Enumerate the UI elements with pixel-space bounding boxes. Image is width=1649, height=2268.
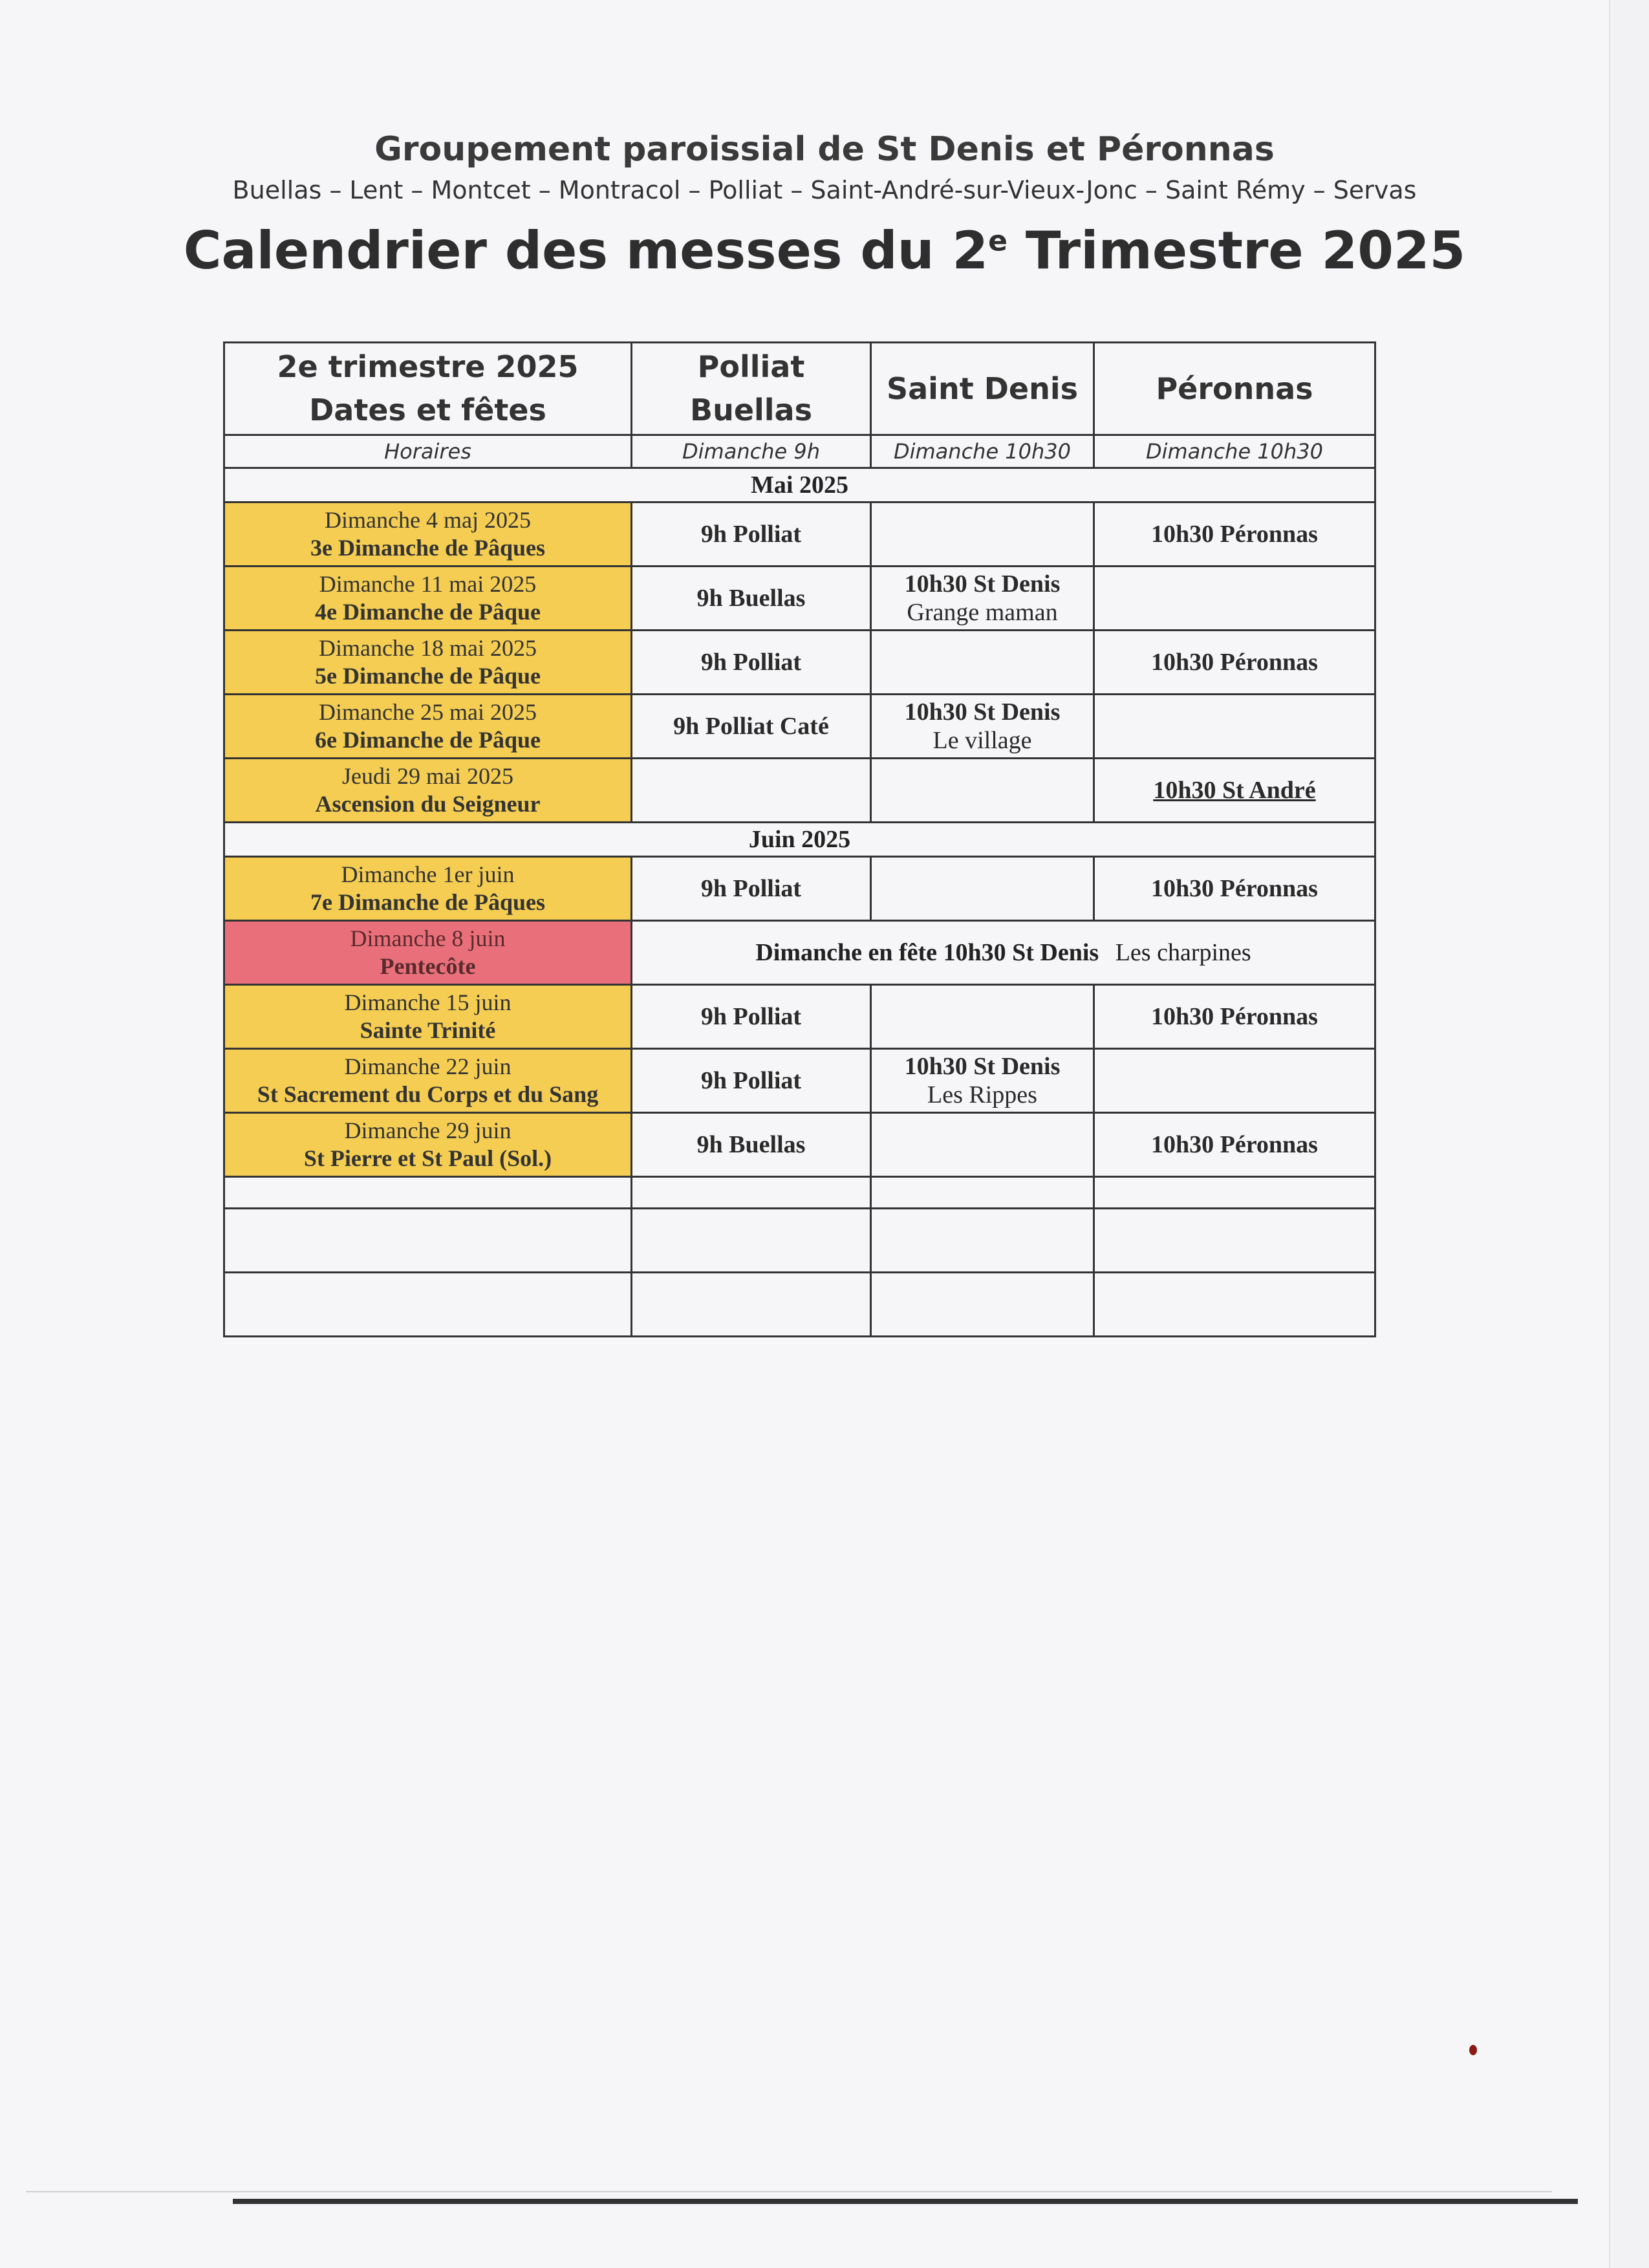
saint-denis-place: Le village bbox=[932, 727, 1032, 754]
saint-denis-time: 10h30 St Denis bbox=[904, 570, 1061, 598]
main-title-pre: Calendrier des messes du 2 bbox=[183, 220, 989, 281]
header-dates-line2: Dates et fêtes bbox=[309, 393, 546, 427]
empty-cell bbox=[871, 1209, 1094, 1273]
hours-peronnas: Dimanche 10h30 bbox=[1094, 435, 1375, 468]
empty-row bbox=[224, 1209, 1375, 1273]
table-row bbox=[224, 921, 1375, 985]
table-row bbox=[224, 631, 1375, 695]
scan-edge-line bbox=[26, 2191, 1552, 2192]
header-polliat-line2: Buellas bbox=[690, 393, 812, 427]
peronnas-cell: 10h30 Péronnas bbox=[1094, 857, 1375, 921]
hours-label: Horaires bbox=[224, 435, 632, 468]
date-cell bbox=[224, 502, 632, 567]
main-title bbox=[0, 220, 1649, 282]
date-cell bbox=[224, 695, 632, 759]
peronnas-cell: 10h30 Péronnas bbox=[1094, 1113, 1375, 1177]
date-cell bbox=[224, 1049, 632, 1113]
date-text: Dimanche 22 juin bbox=[344, 1053, 512, 1079]
empty-row bbox=[224, 1273, 1375, 1337]
merged-celebration-cell bbox=[632, 921, 1375, 985]
date-text: Dimanche 1er juin bbox=[341, 861, 515, 887]
saint-denis-cell bbox=[871, 1049, 1094, 1113]
hours-saint-denis: Dimanche 10h30 bbox=[871, 435, 1094, 468]
date-text: Jeudi 29 mai 2025 bbox=[342, 762, 513, 789]
table-row bbox=[224, 567, 1375, 631]
table-row bbox=[224, 1113, 1375, 1177]
feast-text: 7e Dimanche de Pâques bbox=[310, 889, 545, 915]
header-polliat-line1: Polliat bbox=[697, 349, 805, 385]
peronnas-cell: 10h30 St André bbox=[1094, 759, 1375, 823]
date-text: Dimanche 11 mai 2025 bbox=[319, 570, 537, 597]
month-label-mai: Mai 2025 bbox=[224, 468, 1375, 502]
feast-text: 3e Dimanche de Pâques bbox=[310, 535, 545, 561]
date-cell bbox=[224, 567, 632, 631]
empty-cell bbox=[632, 1177, 871, 1209]
header-polliat bbox=[632, 343, 871, 435]
date-cell bbox=[224, 857, 632, 921]
table-row bbox=[224, 695, 1375, 759]
date-cell bbox=[224, 985, 632, 1049]
empty-cell bbox=[632, 1209, 871, 1273]
date-text: Dimanche 29 juin bbox=[344, 1117, 512, 1143]
date-cell-pentecost bbox=[224, 921, 632, 985]
date-cell bbox=[224, 1113, 632, 1177]
month-label-juin: Juin 2025 bbox=[224, 823, 1375, 857]
saint-denis-cell bbox=[871, 502, 1094, 567]
empty-cell bbox=[1094, 1177, 1375, 1209]
paper-edge bbox=[1609, 0, 1649, 2268]
header-dates bbox=[224, 343, 632, 435]
scan-bottom-rule bbox=[233, 2199, 1578, 2204]
table-row bbox=[224, 985, 1375, 1049]
polliat-cell: 9h Polliat bbox=[632, 631, 871, 695]
polliat-cell: 9h Polliat bbox=[632, 985, 871, 1049]
feast-text: St Pierre et St Paul (Sol.) bbox=[303, 1145, 552, 1171]
polliat-cell: 9h Buellas bbox=[632, 1113, 871, 1177]
saint-denis-time: 10h30 St Denis bbox=[904, 1053, 1061, 1080]
main-title-sup: e bbox=[988, 224, 1008, 258]
month-row-mai bbox=[224, 468, 1375, 502]
polliat-cell: 9h Polliat bbox=[632, 857, 871, 921]
merged-celebration-text: Dimanche en fête 10h30 St Denis bbox=[755, 939, 1099, 966]
saint-denis-cell bbox=[871, 985, 1094, 1049]
hours-polliat: Dimanche 9h bbox=[632, 435, 871, 468]
date-text: Dimanche 25 mai 2025 bbox=[319, 698, 537, 725]
empty-cell bbox=[224, 1177, 632, 1209]
polliat-cell: 9h Buellas bbox=[632, 567, 871, 631]
feast-text: St Sacrement du Corps et du Sang bbox=[257, 1081, 599, 1107]
saint-denis-cell bbox=[871, 631, 1094, 695]
peronnas-cell: 10h30 Péronnas bbox=[1094, 631, 1375, 695]
main-title-post: Trimestre 2025 bbox=[1007, 220, 1466, 281]
table-row bbox=[224, 502, 1375, 567]
peronnas-cell: 10h30 Péronnas bbox=[1094, 502, 1375, 567]
mass-calendar-table bbox=[223, 341, 1376, 1337]
peronnas-cell: 10h30 Péronnas bbox=[1094, 985, 1375, 1049]
merged-celebration-place: Les charpines bbox=[1115, 939, 1251, 966]
scan-speck bbox=[1469, 2045, 1477, 2055]
polliat-cell: 9h Polliat bbox=[632, 502, 871, 567]
saint-denis-cell bbox=[871, 695, 1094, 759]
saint-denis-cell bbox=[871, 567, 1094, 631]
group-title: Groupement paroissial de St Denis et Péronnas bbox=[374, 130, 1275, 169]
peronnas-cell bbox=[1094, 1049, 1375, 1113]
date-cell bbox=[224, 759, 632, 823]
empty-cell bbox=[871, 1273, 1094, 1337]
feast-text: Sainte Trinité bbox=[360, 1017, 496, 1043]
hours-row bbox=[224, 435, 1375, 468]
empty-row bbox=[224, 1177, 1375, 1209]
table-row bbox=[224, 759, 1375, 823]
table-row bbox=[224, 1049, 1375, 1113]
empty-cell bbox=[224, 1273, 632, 1337]
header-saint-denis: Saint Denis bbox=[871, 343, 1094, 435]
polliat-cell: 9h Polliat Caté bbox=[632, 695, 871, 759]
polliat-cell bbox=[632, 759, 871, 823]
peronnas-cell bbox=[1094, 567, 1375, 631]
feast-text: Ascension du Seigneur bbox=[315, 791, 541, 817]
feast-text: Pentecôte bbox=[380, 953, 476, 979]
date-cell bbox=[224, 631, 632, 695]
peronnas-cell bbox=[1094, 695, 1375, 759]
saint-denis-time: 10h30 St Denis bbox=[904, 698, 1061, 726]
month-row-juin bbox=[224, 823, 1375, 857]
saint-denis-place: Grange maman bbox=[907, 599, 1058, 626]
date-text: Dimanche 15 juin bbox=[344, 989, 512, 1015]
feast-text: 4e Dimanche de Pâque bbox=[315, 599, 541, 625]
empty-cell bbox=[632, 1273, 871, 1337]
empty-cell bbox=[224, 1209, 632, 1273]
date-text: Dimanche 18 mai 2025 bbox=[319, 634, 537, 661]
table-header-row bbox=[224, 343, 1375, 435]
empty-cell bbox=[1094, 1209, 1375, 1273]
header-peronnas: Péronnas bbox=[1094, 343, 1375, 435]
saint-denis-cell bbox=[871, 759, 1094, 823]
feast-text: 5e Dimanche de Pâque bbox=[315, 663, 541, 689]
polliat-cell: 9h Polliat bbox=[632, 1049, 871, 1113]
empty-cell bbox=[1094, 1273, 1375, 1337]
date-text: Dimanche 4 maj 2025 bbox=[325, 506, 531, 533]
saint-denis-cell bbox=[871, 857, 1094, 921]
table-row bbox=[224, 857, 1375, 921]
feast-text: 6e Dimanche de Pâque bbox=[315, 727, 541, 753]
parish-list: Buellas – Lent – Montcet – Montracol – Polliat – Saint-André-sur-Vieux-Jonc – Saint Rémy – Servas bbox=[232, 176, 1417, 205]
saint-denis-cell bbox=[871, 1113, 1094, 1177]
saint-denis-place: Les Rippes bbox=[927, 1081, 1037, 1108]
header-dates-line1: 2e trimestre 2025 bbox=[277, 349, 579, 385]
empty-cell bbox=[871, 1177, 1094, 1209]
document-header bbox=[0, 129, 1649, 282]
date-text: Dimanche 8 juin bbox=[350, 925, 506, 951]
